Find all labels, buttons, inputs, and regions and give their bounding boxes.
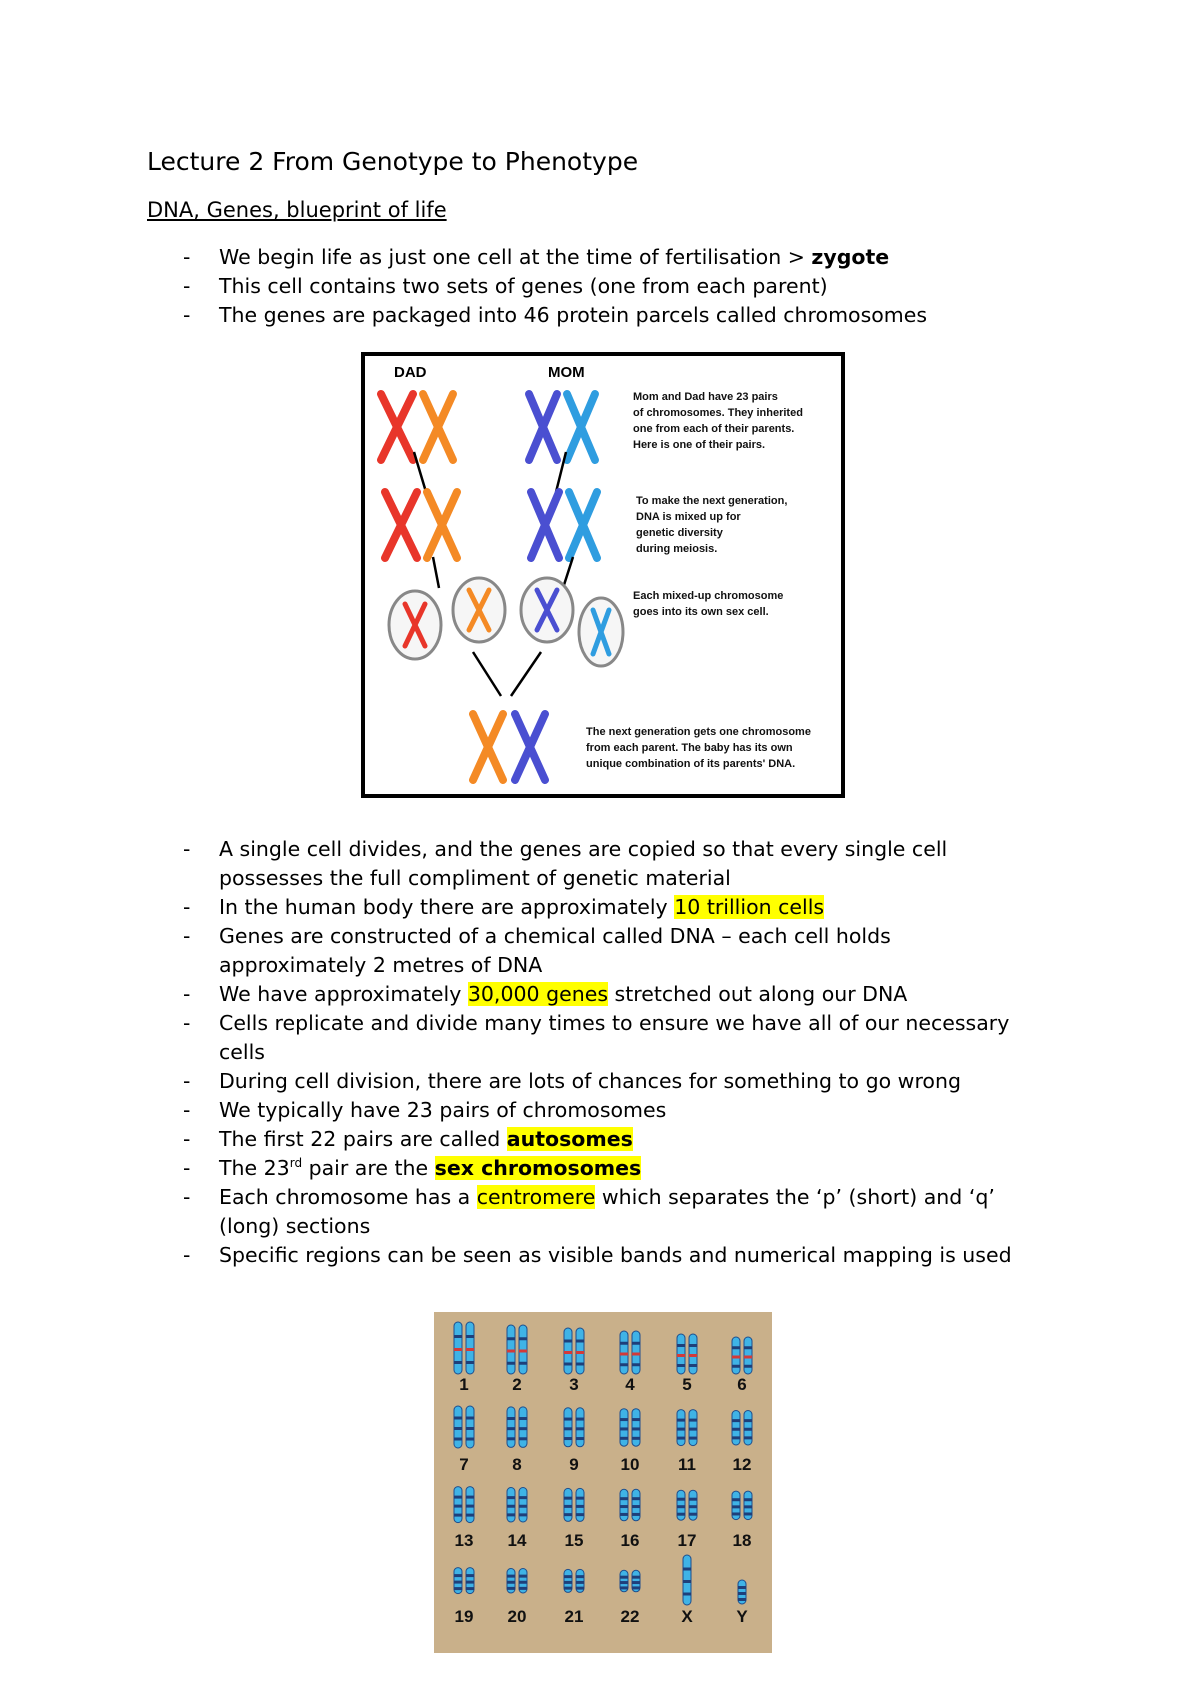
note-line: unique combination of its parents' DNA.: [586, 758, 796, 770]
list-item: - Specific regions can be seen as visible bands and numerical mapping is used: [183, 1241, 1043, 1270]
chromosome-band: [507, 1437, 515, 1440]
chromosome-band: [519, 1513, 527, 1516]
chromosome-band: [519, 1496, 527, 1499]
chromosome-band: [466, 1348, 474, 1351]
chromosome-band: [677, 1344, 685, 1347]
chromosome-band: [677, 1498, 685, 1501]
chromosome-number-label: 17: [677, 1531, 697, 1550]
karyotype-image: [434, 1312, 772, 1653]
chromosome-band: [620, 1363, 628, 1366]
chromosome-band: [620, 1505, 628, 1508]
chromosome-band: [632, 1363, 640, 1366]
chromosome-number-label: 4: [625, 1375, 635, 1394]
chromosome-number-label: X: [681, 1607, 693, 1626]
chromosome-band: [576, 1340, 584, 1343]
chromosome-band: [732, 1436, 740, 1439]
chromosome-band: [454, 1335, 462, 1338]
chromosome-band: [732, 1505, 740, 1508]
intro-list: [183, 243, 1043, 330]
chromosome-band: [466, 1496, 474, 1499]
note-line: during meiosis.: [636, 543, 718, 555]
chromosome-band: [564, 1351, 572, 1354]
note-line: To make the next generation,: [636, 495, 788, 507]
chromosome-band: [507, 1350, 515, 1353]
chromosome-band: [466, 1505, 474, 1508]
details-list: [183, 835, 1043, 1270]
list-item: - A single cell divides, and the genes are copied so that every single cell possesses the full compliment of genetic material: [183, 835, 1043, 893]
chromosome-band: [576, 1497, 584, 1500]
chromosome-band: [454, 1496, 462, 1499]
chromosome-band: [632, 1586, 640, 1589]
chromosome-band: [507, 1337, 515, 1340]
chromosome-band: [620, 1513, 628, 1516]
chromosome-band: [519, 1337, 527, 1340]
chromosome-band: [689, 1419, 697, 1422]
chromosome-band: [564, 1437, 572, 1440]
chromosome-number-label: 19: [454, 1607, 474, 1626]
chromosome-band: [744, 1436, 752, 1439]
chromosome-band: [677, 1364, 685, 1367]
chromosome-band: [632, 1342, 640, 1345]
chromosome-band: [519, 1581, 527, 1584]
chromosome-band: [689, 1428, 697, 1431]
chromosome-band: [620, 1581, 628, 1584]
chromosome-band: [732, 1428, 740, 1431]
chromosome-number-label: Y: [736, 1607, 748, 1626]
chromosome-band: [466, 1361, 474, 1364]
chromosome: [677, 1410, 685, 1446]
chromosome-number-label: 13: [454, 1531, 474, 1550]
chromosome-number-label: 15: [564, 1531, 584, 1550]
chromosome-number-label: 21: [564, 1607, 584, 1626]
list-item: - Each chromosome has a centromere which separates the ‘p’ (short) and ‘q’ (long) sections: [183, 1183, 1043, 1241]
list-item: - We have approximately 30,000 genes stretched out along our DNA: [183, 980, 1043, 1009]
chromosome-band: [519, 1350, 527, 1353]
chromosome-band: [620, 1437, 628, 1440]
chromosome-band: [576, 1363, 584, 1366]
chromosome-band: [454, 1581, 462, 1584]
note-line: Mom and Dad have 23 pairs: [633, 391, 778, 403]
chromosome-band: [689, 1513, 697, 1516]
chromosome-number-label: 18: [732, 1531, 752, 1550]
chromosome-band: [632, 1497, 640, 1500]
note-line: goes into its own sex cell.: [633, 606, 769, 618]
chromosome-number-label: 22: [620, 1607, 640, 1626]
chromosome-band: [738, 1592, 746, 1595]
chromosome-band: [507, 1427, 515, 1430]
chromosome-band: [632, 1576, 640, 1579]
chromosome-band: [519, 1362, 527, 1365]
chromosome-band: [744, 1428, 752, 1431]
chromosome-band: [689, 1344, 697, 1347]
chromosome-band: [454, 1348, 462, 1351]
chromosome-band: [564, 1575, 572, 1578]
chromosome-band: [744, 1498, 752, 1501]
chromosome: [466, 1487, 474, 1523]
chromosome-band: [466, 1427, 474, 1430]
chromosome-band: [564, 1497, 572, 1500]
chromosome-band: [564, 1513, 572, 1516]
chromosome-band: [744, 1346, 752, 1349]
section-heading: DNA, Genes, blueprint of life: [147, 198, 447, 222]
chromosome-band: [466, 1514, 474, 1517]
chromosome-band: [620, 1576, 628, 1579]
chromosome-band: [564, 1505, 572, 1508]
chromosome-band: [732, 1356, 740, 1359]
chromosome-number-label: 16: [620, 1531, 640, 1550]
chromosome-band: [732, 1419, 740, 1422]
note-line: genetic diversity: [636, 527, 723, 539]
chromosome-band: [519, 1505, 527, 1508]
chromosome-band: [564, 1418, 572, 1421]
chromosome-band: [732, 1498, 740, 1501]
chromosome-band: [677, 1437, 685, 1440]
chromosome-band: [576, 1581, 584, 1584]
chromosome-band: [677, 1354, 685, 1357]
note-line: Each mixed-up chromosome: [633, 590, 784, 602]
chromosome-band: [454, 1505, 462, 1508]
chromosome-band: [732, 1346, 740, 1349]
chromosome-band: [507, 1513, 515, 1516]
chromosome-number-label: 3: [569, 1375, 579, 1394]
chromosome-band: [632, 1427, 640, 1430]
chromosome-band: [454, 1514, 462, 1517]
chromosome-band: [677, 1428, 685, 1431]
chromosome-number-label: 20: [507, 1607, 527, 1626]
chromosome-band: [466, 1335, 474, 1338]
chromosome-band: [564, 1363, 572, 1366]
chromosome-band: [507, 1575, 515, 1578]
chromosome-band: [576, 1437, 584, 1440]
chromosome-number-label: 2: [512, 1375, 522, 1394]
list-item: - Cells replicate and divide many times to ensure we have all of our necessary cells: [183, 1009, 1043, 1067]
chromosome-band: [677, 1505, 685, 1508]
chromosome-band: [683, 1593, 691, 1596]
list-item: - This cell contains two sets of genes (one from each parent): [183, 272, 1043, 301]
chromosome-number-label: 6: [737, 1375, 747, 1394]
chromosome-band: [738, 1586, 746, 1589]
chromosome-band: [744, 1505, 752, 1508]
chromosome-band: [683, 1568, 691, 1571]
chromosome: [689, 1410, 697, 1446]
chromosome-band: [744, 1356, 752, 1359]
chromosome-band: [454, 1417, 462, 1420]
note-line: from each parent. The baby has its own: [586, 742, 793, 754]
chromosome-band: [632, 1505, 640, 1508]
chromosome-band: [519, 1427, 527, 1430]
chromosome-number-label: 8: [512, 1455, 522, 1474]
chromosome-band: [454, 1361, 462, 1364]
list-item: - Genes are constructed of a chemical called DNA – each cell holds approximately 2 metres of DNA: [183, 922, 1043, 980]
chromosome-band: [744, 1365, 752, 1368]
chromosome-band: [466, 1438, 474, 1441]
chromosome-band: [519, 1417, 527, 1420]
chromosome-band: [732, 1512, 740, 1515]
inheritance-diagram: [361, 352, 845, 798]
chromosome-band: [454, 1574, 462, 1577]
chromosome-band: [689, 1505, 697, 1508]
note-line: Here is one of their pairs.: [633, 439, 766, 451]
chromosome-number-label: 12: [732, 1455, 752, 1474]
chromosome-band: [466, 1587, 474, 1590]
chromosome-band: [454, 1438, 462, 1441]
chromosome-band: [466, 1574, 474, 1577]
chromosome-band: [466, 1581, 474, 1584]
chromosome-band: [507, 1362, 515, 1365]
chromosome-number-label: 11: [678, 1455, 696, 1474]
chromosome-band: [507, 1505, 515, 1508]
chromosome-number-label: 5: [682, 1375, 692, 1394]
chromosome-number-label: 9: [569, 1455, 579, 1474]
note-line: of chromosomes. They inherited: [633, 407, 803, 419]
list-item: - During cell division, there are lots of chances for something to go wrong: [183, 1067, 1043, 1096]
chromosome-band: [677, 1513, 685, 1516]
chromosome-band: [519, 1437, 527, 1440]
note-line: The next generation gets one chromosome: [586, 726, 811, 738]
chromosome-band: [620, 1497, 628, 1500]
chromosome-band: [576, 1587, 584, 1590]
dad-label: DAD: [394, 364, 427, 381]
chromosome-band: [576, 1513, 584, 1516]
chromosome-band: [689, 1354, 697, 1357]
chromosome-number-label: 14: [507, 1531, 527, 1550]
list-item: - The genes are packaged into 46 protein parcels called chromosomes: [183, 301, 1043, 330]
chromosome-band: [576, 1575, 584, 1578]
chromosome-band: [738, 1598, 746, 1601]
chromosome-band: [620, 1418, 628, 1421]
chromosome-band: [507, 1581, 515, 1584]
chromosome-band: [507, 1587, 515, 1590]
chromosome-band: [507, 1417, 515, 1420]
chromosome-band: [620, 1427, 628, 1430]
list-item: - In the human body there are approximately 10 trillion cells: [183, 893, 1043, 922]
chromosome-band: [689, 1364, 697, 1367]
list-item: - The 23rd pair are the sex chromosomes: [183, 1154, 1043, 1183]
chromosome-band: [564, 1427, 572, 1430]
chromosome-band: [632, 1581, 640, 1584]
chromosome-band: [576, 1418, 584, 1421]
chromosome-band: [744, 1512, 752, 1515]
chromosome-band: [620, 1353, 628, 1356]
chromosome-band: [576, 1427, 584, 1430]
chromosome: [454, 1487, 462, 1523]
chromosome-band: [576, 1505, 584, 1508]
chromosome-band: [683, 1580, 691, 1583]
note-line: DNA is mixed up for: [636, 511, 741, 523]
mom-label: MOM: [548, 364, 585, 381]
chromosome-band: [519, 1587, 527, 1590]
chromosome-band: [620, 1586, 628, 1589]
list-item: - The first 22 pairs are called autosomes: [183, 1125, 1043, 1154]
list-item: - We typically have 23 pairs of chromosomes: [183, 1096, 1043, 1125]
chromosome-band: [466, 1417, 474, 1420]
note-line: one from each of their parents.: [633, 423, 795, 435]
chromosome-band: [689, 1437, 697, 1440]
list-item: - We begin life as just one cell at the time of fertilisation > zygote: [183, 243, 1043, 272]
chromosome-band: [507, 1496, 515, 1499]
chromosome-band: [677, 1419, 685, 1422]
chromosome-band: [620, 1342, 628, 1345]
chromosome-band: [732, 1365, 740, 1368]
chromosome-band: [632, 1418, 640, 1421]
chromosome-band: [632, 1353, 640, 1356]
chromosome: [632, 1409, 640, 1447]
chromosome-band: [632, 1513, 640, 1516]
chromosome-band: [632, 1437, 640, 1440]
chromosome-band: [454, 1427, 462, 1430]
chromosome: [620, 1409, 628, 1447]
chromosome-band: [564, 1581, 572, 1584]
lecture-title: Lecture 2 From Genotype to Phenotype: [147, 147, 639, 176]
chromosome-band: [576, 1351, 584, 1354]
chromosome-number-label: 10: [620, 1455, 640, 1474]
chromosome-band: [744, 1419, 752, 1422]
chromosome-number-label: 7: [459, 1455, 469, 1474]
chromosome-band: [689, 1498, 697, 1501]
chromosome-number-label: 1: [459, 1375, 469, 1394]
chromosome-band: [519, 1575, 527, 1578]
chromosome-band: [564, 1340, 572, 1343]
chromosome-band: [454, 1587, 462, 1590]
chromosome-band: [564, 1587, 572, 1590]
